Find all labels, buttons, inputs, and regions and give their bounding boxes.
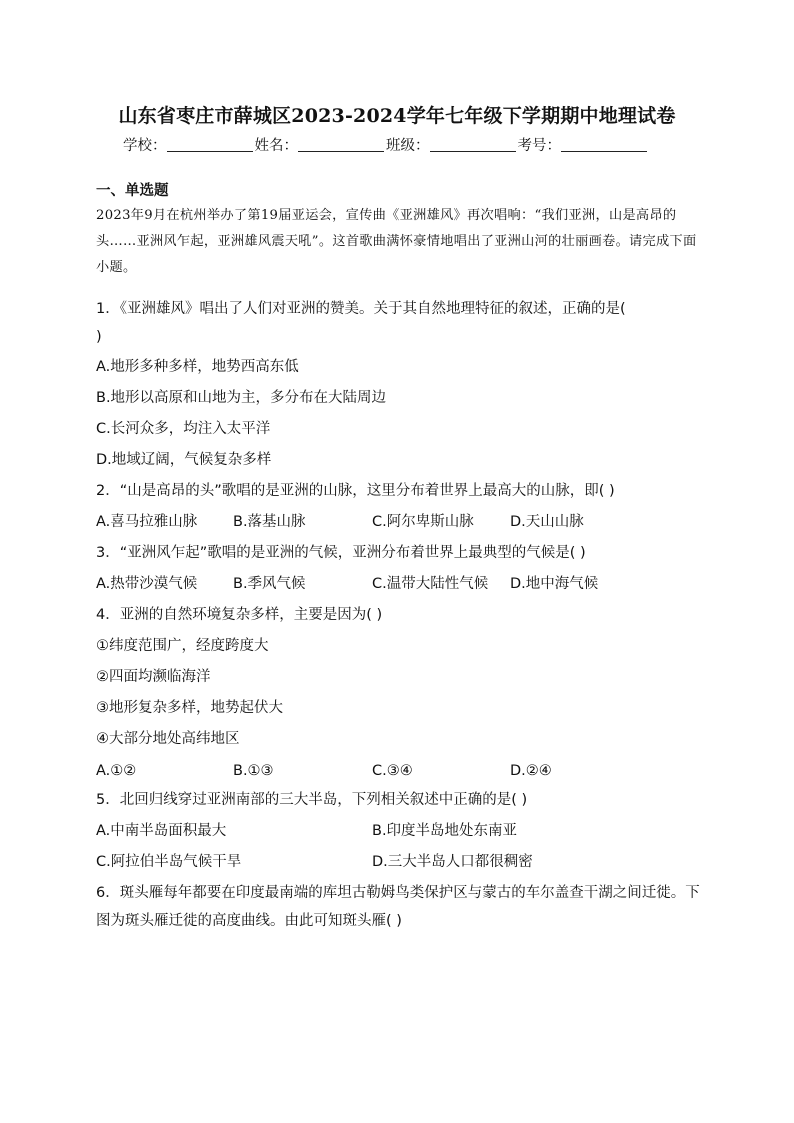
- question-5-option-c: C.阿拉伯半岛气候干旱: [96, 854, 242, 870]
- intro-passage: 2023年9月在杭州举办了第19届亚运会，宣传曲《亚洲雄风》再次唱响：“我们亚洲，山是高昂的头……亚洲风乍起，亚洲雄风震天吼”。这首歌曲满怀豪情地唱出了亚洲山河的壮丽画卷。请完成下面小题。: [96, 208, 697, 275]
- exam-number-label: 考号：: [517, 138, 561, 154]
- question-5-option-b: B.印度半岛地处东南亚: [372, 823, 518, 839]
- question-4-option-c: C.③④: [372, 763, 413, 779]
- class-blank: [430, 137, 516, 152]
- school-label: 学校：: [123, 138, 167, 154]
- question-3-option-b: B.季风气候: [233, 576, 306, 592]
- question-2-option-a: A.喜马拉雅山脉: [96, 514, 198, 530]
- name-blank: [298, 137, 384, 152]
- exam-number-blank: [561, 137, 647, 152]
- question-1-option-c: C.长河众多，均注入太平洋: [96, 421, 271, 437]
- question-4-option-b: B.①③: [233, 763, 274, 779]
- name-label: 姓名：: [254, 138, 298, 154]
- question-4-statement-2: ②四面均濒临海洋: [96, 669, 211, 685]
- question-2-option-c: C.阿尔卑斯山脉: [372, 514, 474, 530]
- school-blank: [167, 137, 253, 152]
- student-info-row: [123, 136, 683, 156]
- question-2-stem: 2．“山是高昂的头”歌唱的是亚洲的山脉，这里分布着世界上最高大的山脉，即( ): [96, 483, 615, 499]
- question-6-stem: 6．斑头雁每年都要在印度最南端的库坦古勒姆鸟类保护区与蒙古的车尔盖查干湖之间迁徙。下图为斑头雁迁徙的高度曲线。由此可知斑头雁( ): [96, 885, 700, 929]
- question-1-option-a: A.地形多种多样，地势西高东低: [96, 359, 299, 375]
- question-4-stem: 4．亚洲的自然环境复杂多样，主要是因为( ): [96, 607, 383, 623]
- question-1-option-d: D.地域辽阔，气候复杂多样: [96, 452, 272, 468]
- question-1-option-b: B.地形以高原和山地为主，多分布在大陆周边: [96, 390, 387, 406]
- section-heading: 一、单选题: [96, 183, 169, 199]
- question-4-statement-4: ④大部分地处高纬地区: [96, 731, 240, 747]
- question-5-option-d: D.三大半岛人口都很稠密: [372, 854, 533, 870]
- page-title: 山东省枣庄市薛城区2023-2024学年七年级下学期期中地理试卷: [118, 105, 676, 127]
- question-3-stem: 3．“亚洲风乍起”歌唱的是亚洲的气候，亚洲分布着世界上最典型的气候是( ): [96, 545, 586, 561]
- question-3-option-a: A.热带沙漠气候: [96, 576, 198, 592]
- question-3-option-c: C.温带大陆性气候: [372, 576, 489, 592]
- question-2-option-b: B.落基山脉: [233, 514, 306, 530]
- question-2-option-d: D.天山山脉: [510, 514, 584, 530]
- question-4-statement-1: ①纬度范围广，经度跨度大: [96, 638, 269, 654]
- question-5-option-a: A.中南半岛面积最大: [96, 823, 227, 839]
- question-4-option-d: D.②④: [510, 763, 552, 779]
- question-4-statement-3: ③地形复杂多样，地势起伏大: [96, 700, 283, 716]
- question-1-stem: 1．《亚洲雄风》唱出了人们对亚洲的赞美。关于其自然地理特征的叙述，正确的是( ): [96, 301, 626, 345]
- question-4-option-a: A.①②: [96, 763, 137, 779]
- class-label: 班级：: [386, 138, 430, 154]
- question-3-option-d: D.地中海气候: [510, 576, 599, 592]
- question-5-stem: 5．北回归线穿过亚洲南部的三大半岛，下列相关叙述中正确的是( ): [96, 792, 528, 808]
